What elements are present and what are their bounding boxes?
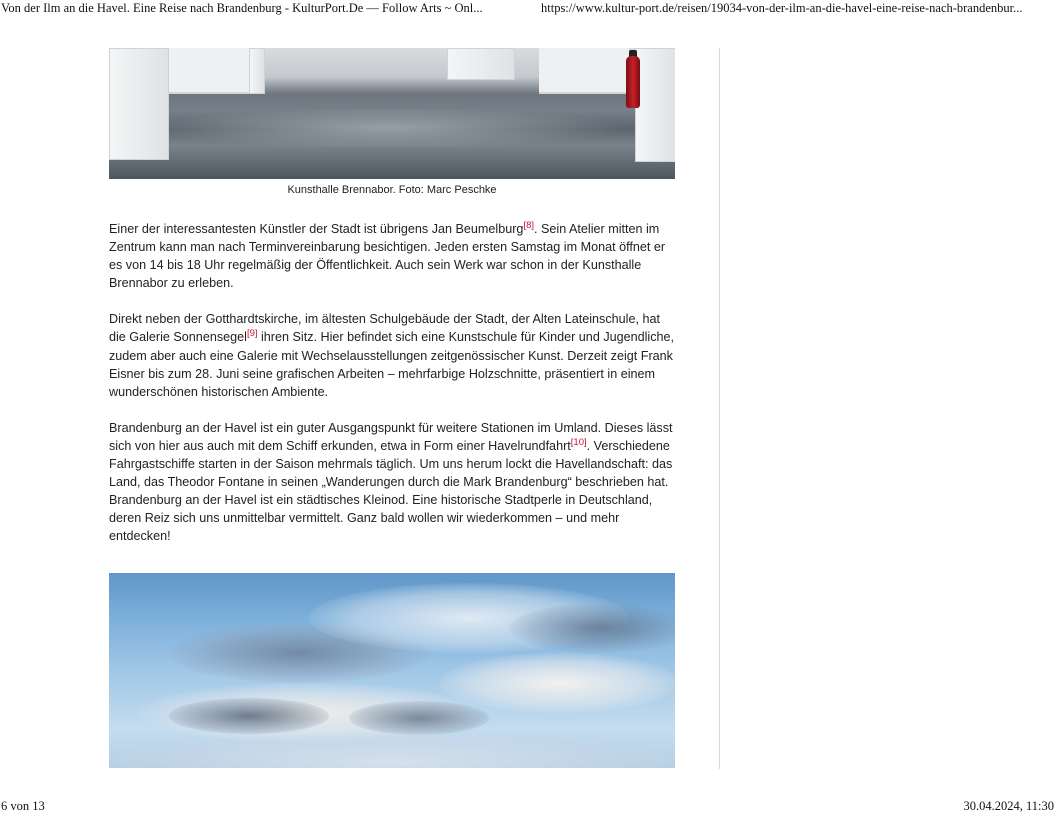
hall-wall-left [165, 48, 261, 94]
paragraph-text: Einer der interessantesten Künstler der Stadt ist übrigens Jan Beumelburg [109, 222, 524, 236]
print-header [0, 0, 1056, 18]
article-paragraph-3 [109, 419, 675, 546]
hall-wall-right [539, 48, 629, 94]
print-footer [0, 798, 1056, 816]
hall-pedestal [447, 48, 515, 80]
cloud [169, 698, 329, 734]
cloud [109, 733, 675, 768]
footnote-link-9[interactable]: [9] [246, 328, 258, 340]
paragraph-text: ihren Sitz. Hier befindet sich eine Kunstschule für Kinder und Jugendliche, zudem aber auch eine Galerie mit Wechselausstellungen zeitgenössischer Kunst. Derzeit zeigt Frank Eisner bis zum 28. Juni seine grafischen Arbeiten – mehrfarbige Holzschnitte, präsentiert in einem wunderschönen historischen Ambiente. [109, 330, 675, 399]
column-divider [719, 48, 720, 769]
paragraph-text: Brandenburg an der Havel ist ein guter Ausgangspunkt für weitere Stationen im Umland. Dieses lässt sich von hier aus auch mit dem Schiff erkunden, etwa in Form einer Havelrundfahrt [109, 420, 673, 453]
print-datetime: 30.04.2024, 11:30 [963, 799, 1054, 813]
cloud [509, 603, 675, 653]
sky-photo [109, 573, 675, 768]
article-paragraph-2 [109, 310, 675, 400]
kunsthalle-photo [109, 48, 675, 179]
cloud [349, 701, 489, 735]
cloud [439, 653, 675, 713]
hall-photo-caption: Kunsthalle Brennabor. Foto: Marc Peschke [287, 184, 497, 196]
print-header-url: https://www.kultur-port.de/reisen/19034-von-der-ilm-an-die-havel-eine-reise-nach-brandenbur... [541, 1, 1023, 15]
paragraph-text: . Verschiedene Fahrgastschiffe starten in der Saison mehrmals täglich. Um uns herum lockt die Havellandschaft: das Land, das Theodor Fontane in seinen „Wanderungen durch die Mark Brandenburg“ beschrieben hat. Brandenburg an der Havel ist ein städtisches Kleinod. Eine historische Stadtperle in Deutschland, deren Reiz sich uns unmittelbar vermittelt. Ganz bald wollen wir wiederkommen – und mehr entdecken! [109, 438, 673, 544]
hall-floor-reflection [149, 108, 629, 148]
hall-pillar-mid-left [249, 48, 265, 94]
article-body [109, 220, 675, 564]
hall-pillar-left [109, 48, 169, 160]
footnote-link-8[interactable]: [8] [523, 220, 534, 231]
article-paragraph-1 [109, 220, 675, 292]
print-header-title: Von der Ilm an die Havel. Eine Reise nach Brandenburg - KulturPort.De — Follow Arts ~ Onl... [1, 1, 483, 15]
fire-extinguisher [626, 56, 640, 108]
paragraph-text: . Sein Atelier mitten im Zentrum kann man nach Terminvereinbarung besichtigen. Jeden ersten Samstag im Monat öffnet er es von 14 bis 18 Uhr regelmäßig der Öffentlichkeit. Auch sein Werk war schon in der Kunsthalle Brennabor zu erleben. [109, 222, 666, 291]
page-number: 6 von 13 [1, 799, 45, 813]
footnote-link-10[interactable]: [10] [570, 436, 587, 448]
paragraph-text: Direkt neben der Gotthardtskirche, im ältesten Schulgebäude der Stadt, der Alten Lateinschule, hat die Galerie Sonnensegel [109, 312, 660, 345]
hall-pillar-right [635, 48, 675, 162]
